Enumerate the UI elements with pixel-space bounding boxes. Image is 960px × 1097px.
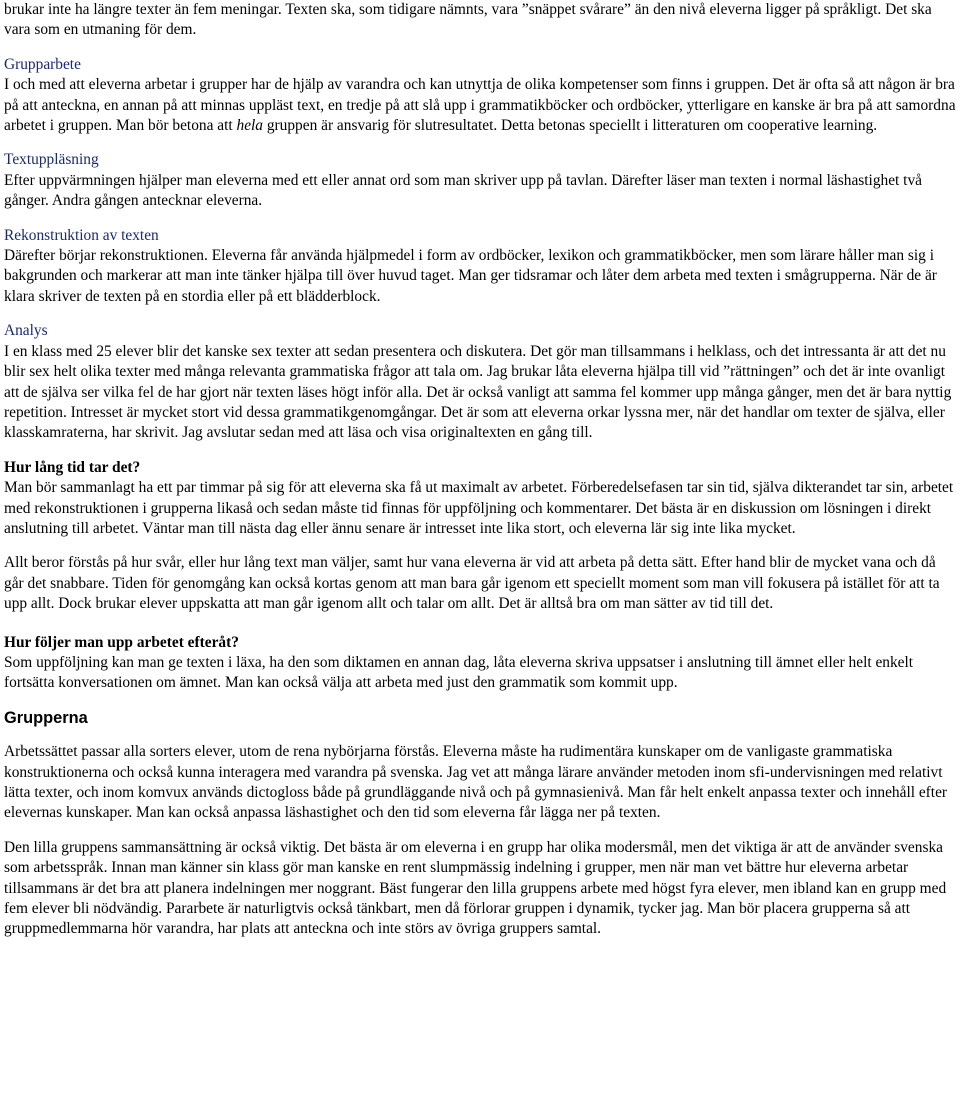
textupplasning-heading: Textuppläsning xyxy=(4,151,99,169)
rekonstruktion-paragraph: Därefter börjar rekonstruktionen. Eleverna får använda hjälpmedel i form av ordböcker, lexikon och grammatikböcker, men som lärare håller man sig i bakgrunden och markerar att man inte tänker hjälpa till över huvud taget. Man ger tidsramar och låter dem arbeta med texten i smågrupperna. När de är klara skriver de texten på en stordia eller på ett blädderblock. xyxy=(4,247,937,305)
grupparbete-emphasis: hela xyxy=(236,117,263,135)
analys-paragraph: I en klass med 25 elever blir det kanske sex texter att sedan presentera och diskutera. Det gör man tillsammans i helklass, och det intressanta är att det nu blir sex helt olika texter med många relevanta grammatiska frågor att tala om. Jag brukar låta eleverna hjälpa till vid ”rättningen” och det är inte ovanligt att de själva ser vilka fel de har gjort när texten läses högt inför alla. Det är också vanligt att samma fel kommer upp många gånger, men det är bara nyttig repetition. Intresset är mycket stort vid dessa grammatikgenomgångar. Det är som att eleverna orkar lyssna mer, när det handlar om texter de själva, eller klasskamraterna, har skrivit. Jag avslutar sedan med att läsa och visa originaltexten en gång till. xyxy=(4,342,952,442)
hur-lang-paragraph: Man bör sammanlagt ha ett par timmar på sig för att eleverna ska få ut maximalt av arbetet. Förberedelsefasen tar sin tid, själva dikterandet tar sin, arbetet med rekonstruktionen i grupperna likaså och sedan måste tid finnas för uppföljning och kommentarer. Det bästa är en diskussion om lösningen i direkt anslutning till arbetet. Väntar man till nästa dag eller ännu senare är intresset inte lika stort, och eleverna lär sig inte lika mycket. xyxy=(4,479,954,537)
hur-foljer-heading: Hur följer man upp arbetet efteråt? xyxy=(4,633,239,651)
hur-lang-heading: Hur lång tid tar det? xyxy=(4,458,141,476)
intro-paragraph: brukar inte ha längre texter än fem meningar. Texten ska, som tidigare nämnts, vara ”snäppet svårare” än den nivå eleverna ligger på språkligt. Det ska vara som en utmaning för dem. xyxy=(4,1,932,39)
grupperna-paragraph: Arbetssättet passar alla sorters elever, utom de rena nybörjarna förstås. Eleverna måste ha rudimentära kunskaper om de vanligaste grammatiska konstruktionerna och också kunna interagera med varandra på svenska. Jag vet att många lärare använder metoden inom sfi-undervisningen med relativt lätta texter, och inom komvux används dictogloss både på grundläggande nivå och på gymnasienivå. Man får helt enkelt anpassa texter och innehåll efter elevernas kunskaper. Man kan också anpassa läshastighet och den tid som eleverna får lägga ner på texten. xyxy=(4,743,948,822)
grupparbete-text-before: I och med att eleverna arbetar i grupper har de hjälp av varandra och kan utnyttja de olika kompetenser som finns i gruppen. Det är ofta så att någon är bra på att anteckna, en annan på att minnas uppläst text, en tredje på att slå upp i grammatikböcker och ordböcker, ytterligare en kanske är bra på att samordna arbetet i gruppen. Man bör betona att xyxy=(4,76,956,135)
analys-heading: Analys xyxy=(4,322,48,340)
textupplasning-paragraph: Efter uppvärmningen hjälper man eleverna med ett eller annat ord som man skriver upp på tavlan. Därefter läser man texten i normal läshastighet två gånger. Andra gången antecknar eleverna. xyxy=(4,171,922,210)
rekonstruktion-heading: Rekonstruktion av texten xyxy=(4,226,159,244)
grupparbete-text-after: gruppen är ansvarig för slutresultatet. Detta betonas speciellt i litteraturen om cooperative learning. xyxy=(263,117,878,135)
hur-foljer-paragraph: Som uppföljning kan man ge texten i läxa, ha den som diktamen en annan dag, låta eleverna skriva uppsatser i anslutning till ämnet eller helt enkelt fortsätta konversationen om ämnet. Man kan också välja att arbeta med just den grammatik som kommit upp. xyxy=(4,653,914,692)
grupparbete-paragraph xyxy=(4,75,956,136)
grupperna-heading: Grupperna xyxy=(4,708,88,727)
hur-lang-paragraph-2: Allt beror förstås på hur svår, eller hur lång text man väljer, samt hur vana eleverna är vid att arbeta på detta sätt. Efter hand blir de mycket vana och då går det snabbare. Tiden för genomgång kan också kortas genom att man bara går igenom ett speciellt moment som man vill fokusera på istället för att ta upp allt. Dock brukar elever uppskatta att man går igenom allt och talar om allt. Det är alltså bra om man sätter av tid till det. xyxy=(4,554,940,613)
grupperna-paragraph-2: Den lilla gruppens sammansättning är också viktig. Det bästa är om eleverna i en grupp har olika modersmål, men det viktiga är att de använder svenska som arbetsspråk. Innan man känner sin klass gör man kanske en rent slumpmässig indelning i grupper, men när man vet bättre hur eleverna arbetar tillsammans är det bra att planera indelningen mer noggrant. Bäst fungerar den lilla gruppens arbete med högst fyra elever, men ibland kan en grupp med fem elever bli nödvändig. Pararbete är naturligtvis också tänkbart, men då förlorar gruppen i dynamik, tycker jag. Man bör placera grupperna så att gruppmedlemmarna hör varandra, har plats att anteckna och inte störs av övriga gruppers samtal. xyxy=(4,838,947,938)
grupparbete-heading: Grupparbete xyxy=(4,55,81,73)
